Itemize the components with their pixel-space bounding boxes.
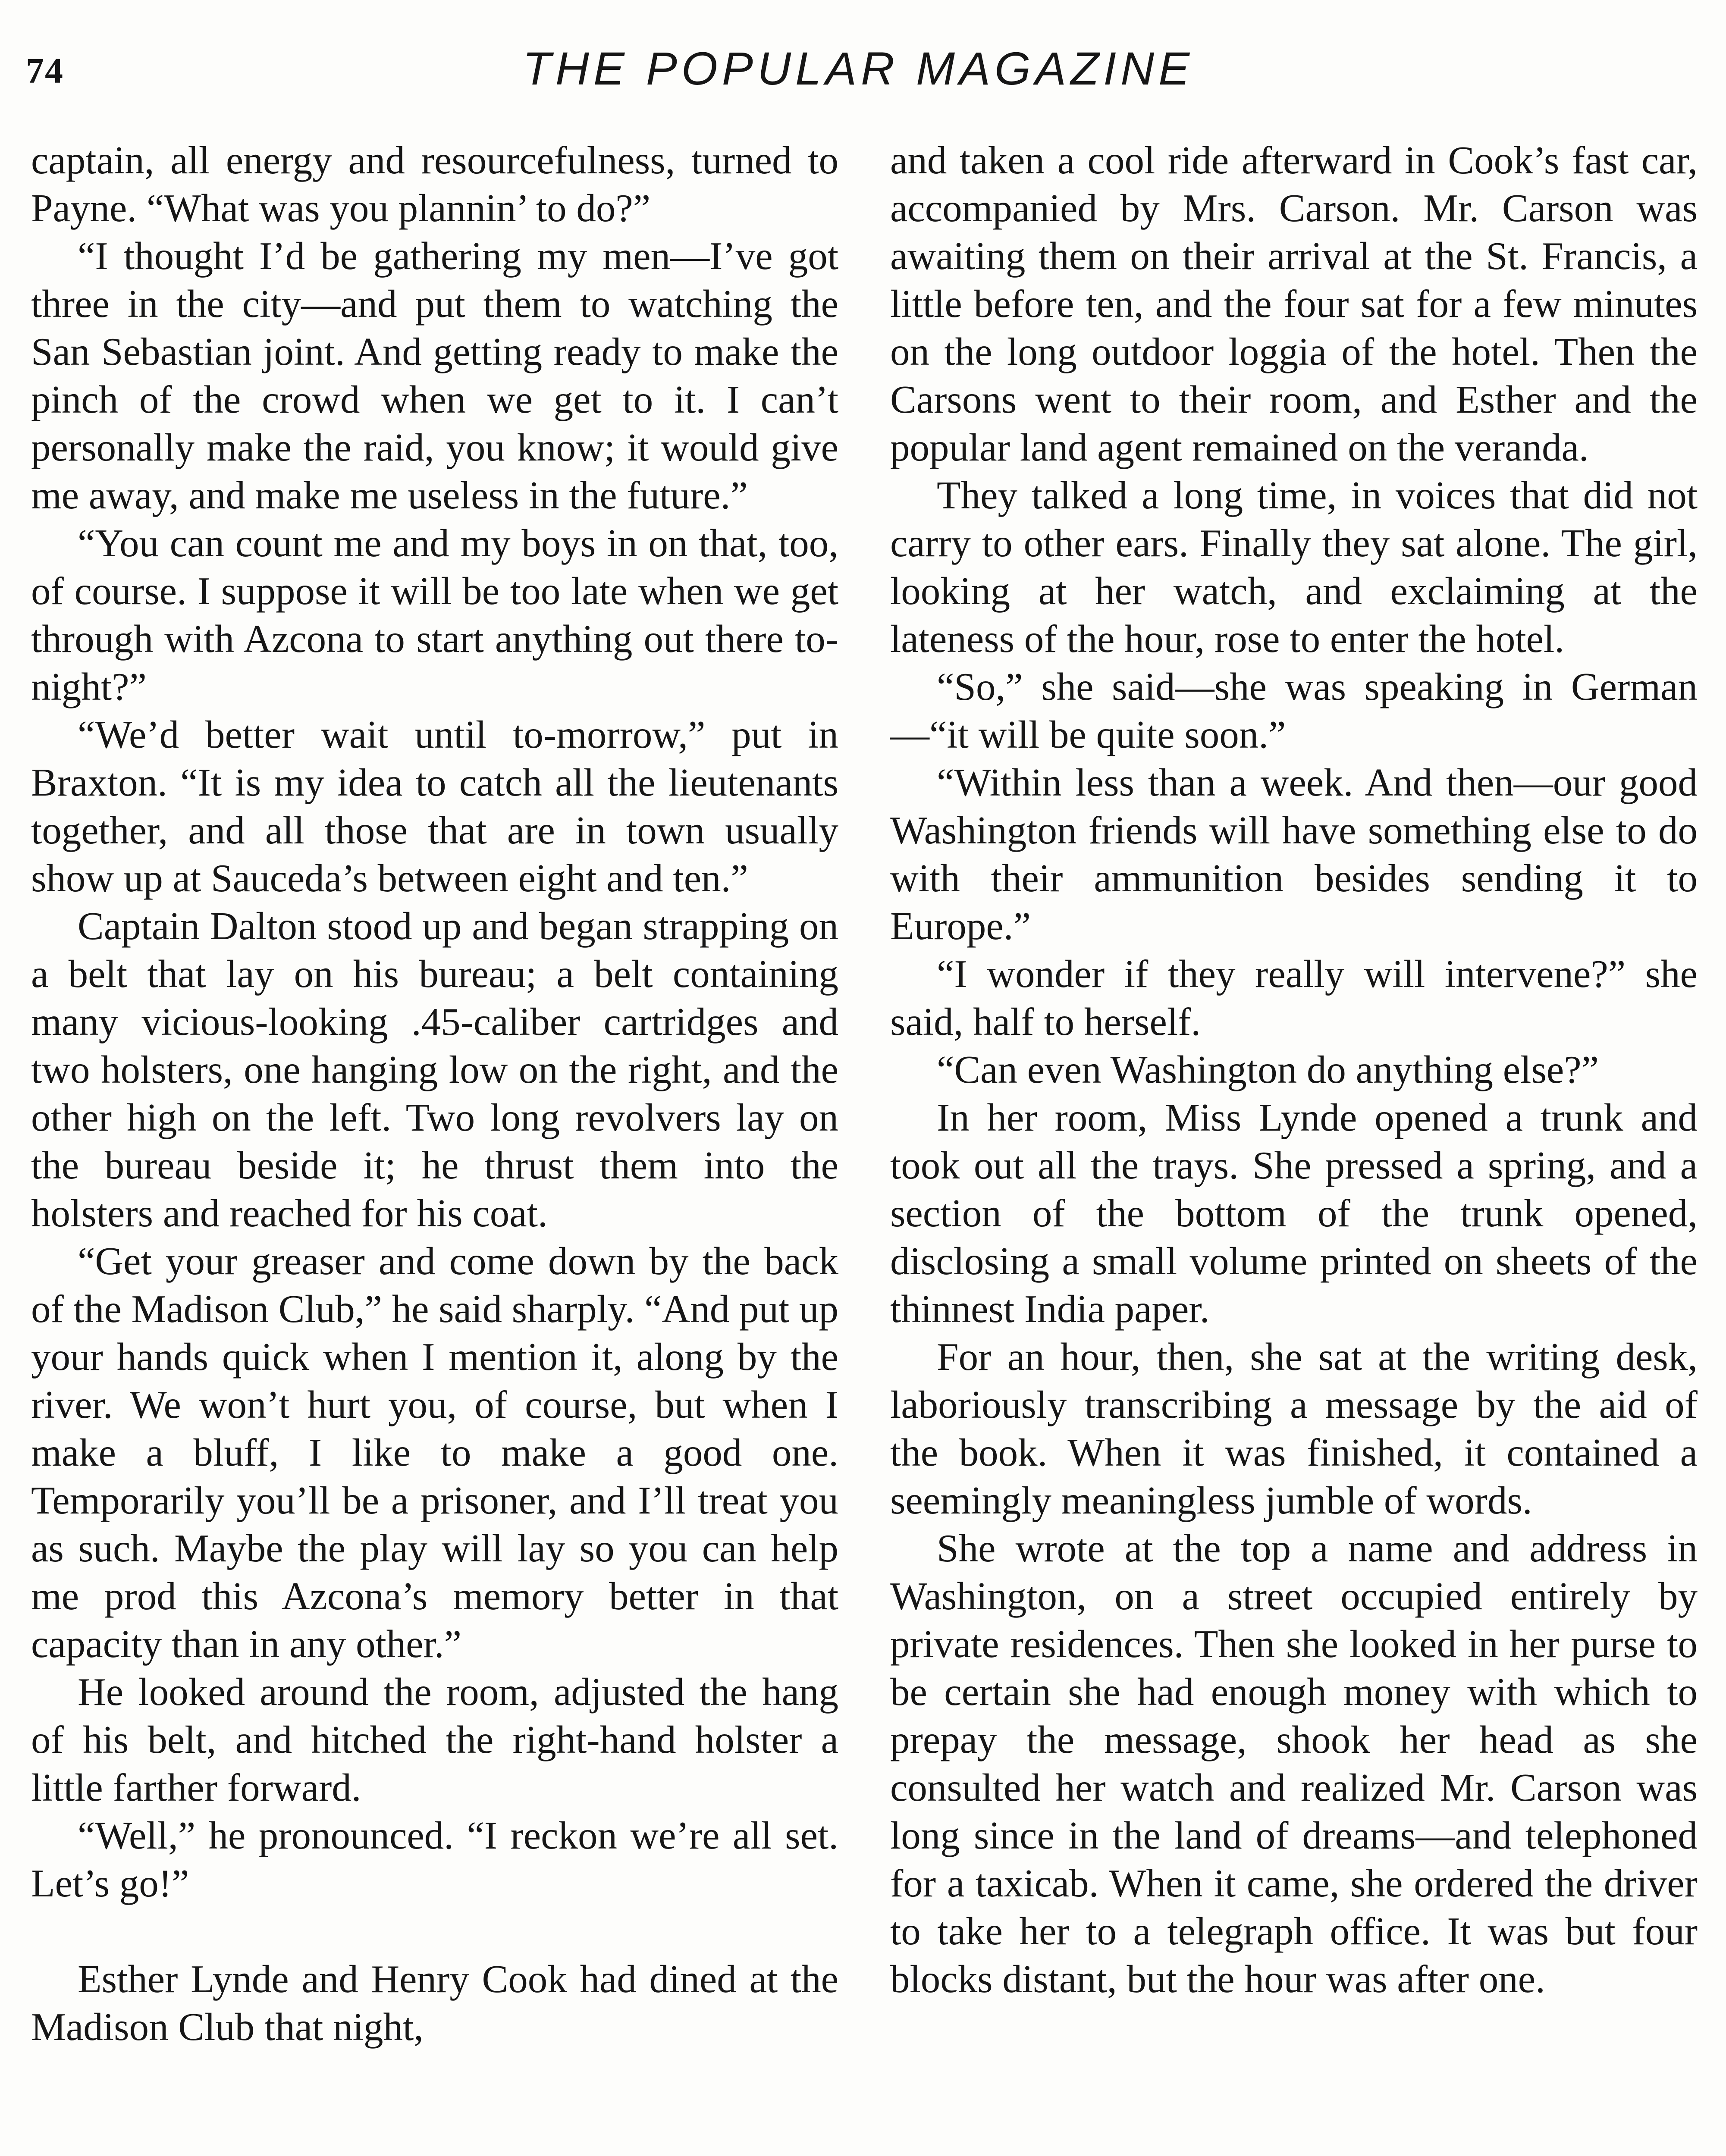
paragraph: and taken a cool ride afterward in Cook’s fast car, accompanied by Mrs. Carson. Mr. Carson was awaiting them on their arrival at the St. Francis, a little before ten, and the four sat for a few minutes on the long outdoor loggia of the hotel. Then the Carsons went to their room, and Esther and the popular land agent remained on the veranda. bbox=[890, 138, 1698, 469]
page-number: 74 bbox=[26, 51, 64, 91]
paragraph: They talked a long time, in voices that did not carry to other ears. Finally they sat alone. The girl, looking at her watch, and exclaiming at the lateness of the hour, rose to enter the hotel. bbox=[890, 473, 1698, 661]
right-column bbox=[890, 136, 1698, 2003]
paragraph: “I thought I’d be gathering my men—I’ve got three in the city—and put them to watching the San Sebastian joint. And getting ready to make the pinch of the crowd when we get to it. I can’t personally make the raid, you know; it would give me away, and make me useless in the future.” bbox=[31, 234, 838, 517]
paragraph: Captain Dalton stood up and began strapping on a belt that lay on his bureau; a belt containing many vicious-looking .45-caliber cartridges and two holsters, one hanging low on the right, and the other high on the left. Two long revolvers lay on the bureau beside it; he thrust them into the holsters and reached for his coat. bbox=[31, 904, 838, 1235]
paragraph: Esther Lynde and Henry Cook had dined at the Madison Club that night, bbox=[31, 1957, 838, 2049]
paragraph: “Can even Washington do anything else?” bbox=[937, 1048, 1599, 1091]
paragraph: “You can count me and my boys in on that, too, of course. I suppose it will be too late when we get through with Azcona to start anything out there to-night?” bbox=[31, 521, 838, 708]
paragraph: He looked around the room, adjusted the hang of his belt, and hitched the right-hand holster a little farther forward. bbox=[31, 1670, 838, 1809]
paragraph: “We’d better wait until to-morrow,” put in Braxton. “It is my idea to catch all the lieutenants together, and all those that are in town usually show up at Sauceda’s between eight and ten.” bbox=[31, 713, 838, 900]
left-column bbox=[31, 136, 838, 2051]
paragraph: For an hour, then, she sat at the writing desk, laboriously transcribing a message by the aid of the book. When it was finished, it contained a seemingly meaningless jumble of words. bbox=[890, 1335, 1698, 1522]
paragraph: captain, all energy and resourcefulness, turned to Payne. “What was you plannin’ to do?” bbox=[31, 138, 838, 230]
page-header bbox=[26, 41, 1691, 110]
paragraph: She wrote at the top a name and address in Washington, on a street occupied entirely by private residences. Then she looked in her purse to be certain she had enough money with which to prepay the message, shook her head as she consulted her watch and realized Mr. Carson was long since in the land of dreams—and telephoned for a taxicab. When it came, she ordered the driver to take her to a telegraph office. It was but four blocks distant, but the hour was after one. bbox=[890, 1526, 1698, 2001]
paragraph: “Within less than a week. And then—our good Washington friends will have something else to do with their ammunition besides sending it to Europe.” bbox=[890, 761, 1698, 948]
paragraph: “Get your greaser and come down by the back of the Madison Club,” he said sharply. “And put up your hands quick when I mention it, along by the river. We won’t hurt you, of course, but when I make a bluff, I like to make a good one. Temporarily you’ll be a prisoner, and I’ll treat you as such. Maybe the play will lay so you can help me prod this Azcona’s memory better in that capacity than in any other.” bbox=[31, 1239, 838, 1666]
running-title: THE POPULAR MAGAZINE bbox=[522, 42, 1194, 94]
paragraph: In her room, Miss Lynde opened a trunk and took out all the trays. She pressed a spring, and a section of the bottom of the trunk opened, disclosing a small volume printed on sheets of the thinnest India paper. bbox=[890, 1096, 1698, 1331]
paragraph: “Well,” he pronounced. “I reckon we’re all set. Let’s go!” bbox=[31, 1814, 838, 1905]
paragraph: “I wonder if they really will intervene?” she said, half to herself. bbox=[890, 952, 1698, 1044]
paragraph: “So,” she said—she was speaking in German—“it will be quite soon.” bbox=[890, 665, 1698, 756]
